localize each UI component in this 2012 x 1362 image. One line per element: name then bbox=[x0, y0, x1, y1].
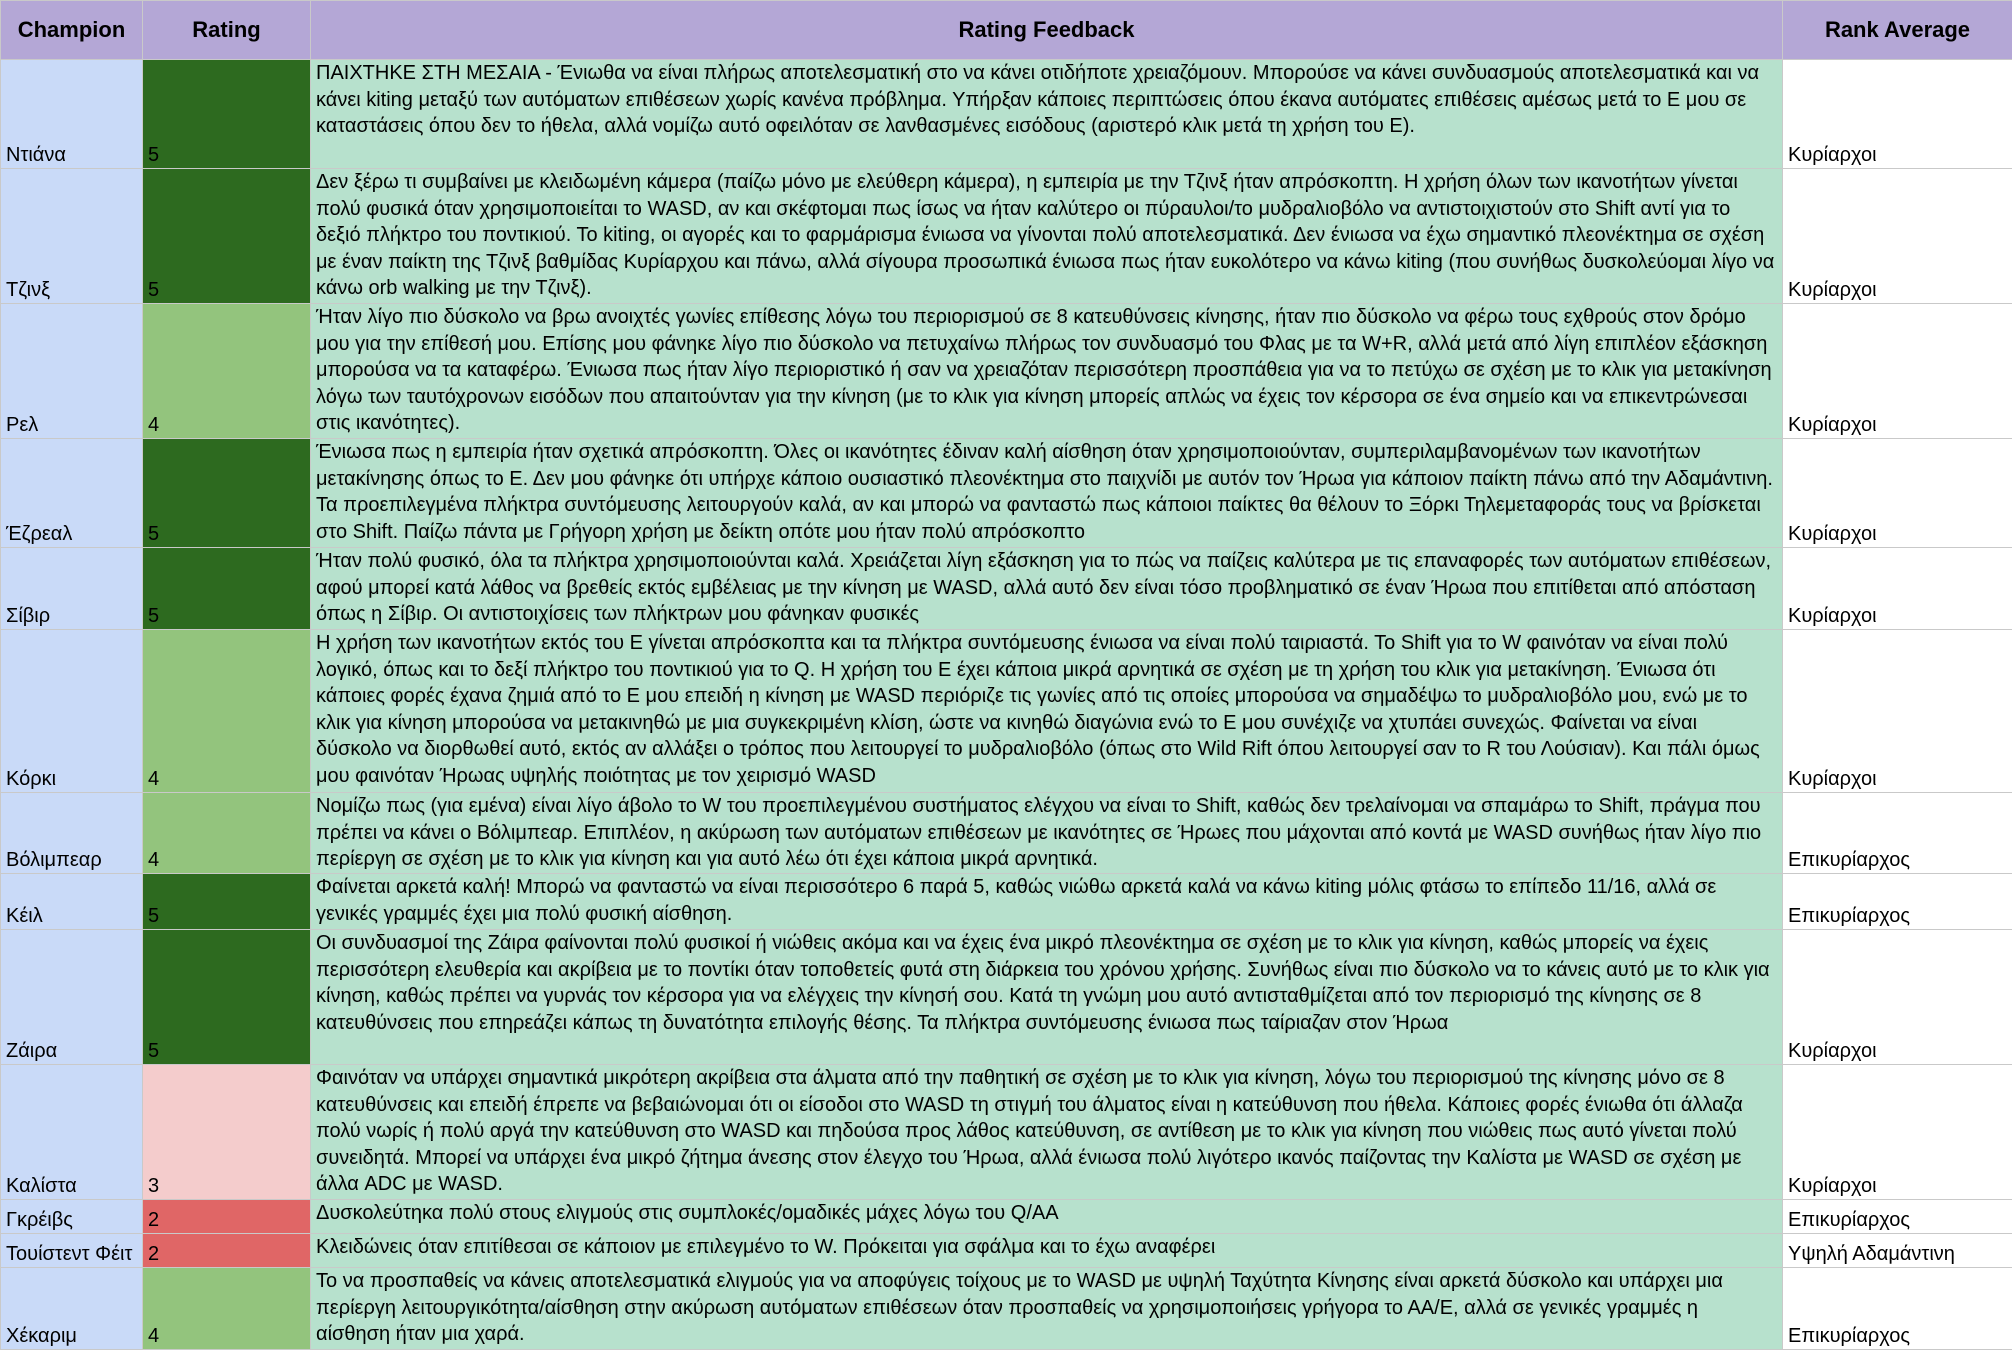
header-rating[interactable]: Rating bbox=[143, 1, 311, 60]
feedback-cell[interactable]: Ήταν πολύ φυσικό, όλα τα πλήκτρα χρησιμοποιούνται καλά. Χρειάζεται λίγη εξάσκηση για το πώς να παίζεις καλύτερα με τις επαναφορές των αυτόματων επιθέσεων, αφού μπορεί κατά λάθος να βρεθείς εκτός εμβέλειας με την κίνηση με WASD, αλλά αυτό δεν είναι τόσο προβληματικό σε έναν Ήρωα που επιτίθεται από απόσταση όπως η Σίβιρ. Οι αντιστοιχίσεις των πλήκτρων μου φάνηκαν φυσικές bbox=[311, 548, 1783, 630]
champion-cell[interactable]: Βόλιμπεαρ bbox=[1, 793, 143, 874]
table-row bbox=[1, 548, 2012, 630]
feedback-cell[interactable]: Δεν ξέρω τι συμβαίνει με κλειδωμένη κάμερα (παίζω μόνο με ελεύθερη κάμερα), η εμπειρία με την Τζινξ ήταν απρόσκοπτη. Η χρήση όλων των ικανοτήτων γίνεται πολύ φυσικά όταν χρησιμοποιείται το WASD, αν και σκέφτομαι πως ίσως να ήταν καλύτερο οι πύραυλοι/το μυδραλιοβόλο να αντιστοιχιστούν στο Shift αντί για το δεξιό πλήκτρο του ποντικιού. Το kiting, οι αγορές και το φαρμάρισμα ένιωσα να γίνονται πολύ αποτελεσματικά. Δεν ένιωσα να έχω σημαντικό πλεονέκτημα σε σχέση με έναν παίκτη της Τζινξ βαθμίδας Κυρίαρχου και πάνω, αλλά σίγουρα προσωπικά ένιωσα πως ήταν ευκολότερο να κάνω kiting (που συνήθως δυσκολεύομαι λίγο να κάνω orb walking με την Τζινξ). bbox=[311, 169, 1783, 304]
rating-cell[interactable]: 4 bbox=[143, 1268, 311, 1350]
rank-average-cell[interactable]: Κυρίαρχοι bbox=[1783, 930, 2012, 1065]
rating-cell[interactable]: 2 bbox=[143, 1234, 311, 1268]
rating-cell[interactable]: 4 bbox=[143, 793, 311, 874]
rank-average-cell[interactable]: Υψηλή Αδαμάντινη bbox=[1783, 1234, 2012, 1268]
rating-cell[interactable]: 2 bbox=[143, 1200, 311, 1234]
table-row bbox=[1, 630, 2012, 793]
champion-cell[interactable]: Ρελ bbox=[1, 304, 143, 439]
table-row bbox=[1, 874, 2012, 930]
rating-cell[interactable]: 5 bbox=[143, 930, 311, 1065]
feedback-cell[interactable]: Κλειδώνεις όταν επιτίθεσαι σε κάποιον με επιλεγμένο το W. Πρόκειται για σφάλμα και το έχω αναφέρει bbox=[311, 1234, 1783, 1268]
feedback-cell[interactable]: Φαινόταν να υπάρχει σημαντικά μικρότερη ακρίβεια στα άλματα από την παθητική σε σχέση με το κλικ για κίνηση, λόγω του περιορισμού της κίνησης μόνο σε 8 κατευθύνσεις και επειδή έπρεπε να βεβαιώνομαι ότι οι είσοδοι στο WASD τη στιγμή του άλματος είναι η κατεύθυνση που ήθελα. Κάποιες φορές ένιωθα ότι άλλαζα πολύ νωρίς ή πολύ αργά την κατεύθυνση στο WASD και πηδούσα προς λάθος κατεύθυνση, σε αντίθεση με το κλικ για κίνηση που νιώθεις πως αυτό γίνεται πολύ συνειδητά. Μπορεί να υπάρχει ένα μικρό ζήτημα άνεσης στον έλεγχο του Ήρωα, αλλά ένιωσα πολύ λιγότερο ικανός παίζοντας την Καλίστα με WASD σε σχέση με άλλα ADC με WASD. bbox=[311, 1065, 1783, 1200]
champion-cell[interactable]: Καλίστα bbox=[1, 1065, 143, 1200]
table-row bbox=[1, 1200, 2012, 1234]
header-feedback[interactable]: Rating Feedback bbox=[311, 1, 1783, 60]
rating-cell[interactable]: 5 bbox=[143, 548, 311, 630]
table-row bbox=[1, 439, 2012, 548]
rating-cell[interactable]: 5 bbox=[143, 874, 311, 930]
table-row bbox=[1, 304, 2012, 439]
rank-average-cell[interactable]: Κυρίαρχοι bbox=[1783, 60, 2012, 169]
header-champion[interactable]: Champion bbox=[1, 1, 143, 60]
champion-cell[interactable]: Έζρεαλ bbox=[1, 439, 143, 548]
table-row bbox=[1, 60, 2012, 169]
feedback-cell[interactable]: Ήταν λίγο πιο δύσκολο να βρω ανοιχτές γωνίες επίθεσης λόγω του περιορισμού σε 8 κατευθύνσεις κίνησης, ήταν πιο δύσκολο να φέρω τους εχθρούς στον δρόμο μου για την επίθεσή μου. Επίσης μου φάνηκε λίγο πιο δύσκολο να πετυχαίνω πλήρως τον συνδυασμό του Φλας με τα W+R, αλλά μετά από λίγη επιπλέον εξάσκηση μπορούσα να τα καταφέρω. Ένιωσα πως ήταν λίγο περιοριστικό ή σαν να χρειαζόταν περισσότερη προσπάθεια για να το πετύχω σε σχέση με το κλικ για μετακίνηση λόγω των ταυτόχρονων εισόδων που απαιτούνταν για την κίνηση (με το κλικ για κίνηση μπορείς απλώς να έχεις τον κέρσορα σε ένα σημείο και να επικεντρώνεσαι στις ικανότητες). bbox=[311, 304, 1783, 439]
table-row bbox=[1, 169, 2012, 304]
feedback-cell[interactable]: Ένιωσα πως η εμπειρία ήταν σχετικά απρόσκοπτη. Όλες οι ικανότητες έδιναν καλή αίσθηση όταν χρησιμοποιούνταν, συμπεριλαμβανομένων των ικανοτήτων μετακίνησης όπως το Ε. Δεν μου φάνηκε ότι υπήρχε κάποιο ουσιαστικό πλεονέκτημα στο παιχνίδι με αυτόν τον Ήρωα για κάποιον παίκτη πάνω από την Αδαμάντινη. Τα προεπιλεγμένα πλήκτρα συντόμευσης λειτουργούν καλά, αν και μπορώ να φανταστώ πως κάποιοι παίκτες θα θέλουν το Ξόρκι Τηλεμεταφοράς τους να βρίσκεται στο Shift. Παίζω πάντα με Γρήγορη χρήση με δείκτη οπότε μου ήταν πολύ απρόσκοπτο bbox=[311, 439, 1783, 548]
table-row bbox=[1, 1268, 2012, 1350]
header-rank-average[interactable]: Rank Average bbox=[1783, 1, 2012, 60]
feedback-cell[interactable]: Δυσκολεύτηκα πολύ στους ελιγμούς στις συμπλοκές/ομαδικές μάχες λόγω του Q/AA bbox=[311, 1200, 1783, 1234]
feedback-cell[interactable]: ΠΑΙΧΤΗΚΕ ΣΤΗ ΜΕΣΑΙΑ - Ένιωθα να είναι πλήρως αποτελεσματική στο να κάνει οτιδήποτε χρειαζόμουν. Μπορούσε να κάνει συνδυασμούς αποτελεσματικά και να κάνει kiting μεταξύ των αυτόματων επιθέσεων χωρίς κανένα πρόβλημα. Υπήρξαν κάποιες περιπτώσεις όπου έκανα αυτόματες επιθέσεις αμέσως μετά το Ε μου σε καταστάσεις όπου δεν το ήθελα, αλλά νομίζω αυτό οφειλόταν σε λανθασμένες εισόδους (αριστερό κλικ μετά τη χρήση του Ε). bbox=[311, 60, 1783, 169]
champion-cell[interactable]: Τζινξ bbox=[1, 169, 143, 304]
feedback-cell[interactable]: Οι συνδυασμοί της Ζάιρα φαίνονται πολύ φυσικοί ή νιώθεις ακόμα και να έχεις ένα μικρό πλεονέκτημα σε σχέση με το κλικ για κίνηση, καθώς μπορείς να έχεις περισσότερη ελευθερία και ακρίβεια με το ποντίκι όταν τοποθετείς φυτά στη διάρκεια του χρόνου χρήσης. Συνήθως είναι πιο δύσκολο να το κάνεις αυτό με το κλικ για κίνηση, καθώς πρέπει να γυρνάς τον κέρσορα για να ελέγχεις την κίνησή σου. Κατά τη γνώμη μου αυτό αντισταθμίζεται από τον περιορισμό της κίνησης σε 8 κατευθύνσεις που επηρεάζει κάπως τη δυνατότητα επιλογής θέσης. Τα πλήκτρα συντόμευσης ένιωσα πως ταίριαζαν στον Ήρωα bbox=[311, 930, 1783, 1065]
table-row bbox=[1, 1234, 2012, 1268]
rank-average-cell[interactable]: Κυρίαρχοι bbox=[1783, 630, 2012, 793]
rank-average-cell[interactable]: Επικυρίαρχος bbox=[1783, 1200, 2012, 1234]
rank-average-cell[interactable]: Κυρίαρχοι bbox=[1783, 439, 2012, 548]
rank-average-cell[interactable]: Κυρίαρχοι bbox=[1783, 1065, 2012, 1200]
feedback-cell[interactable]: Η χρήση των ικανοτήτων εκτός του Ε γίνεται απρόσκοπτα και τα πλήκτρα συντόμευσης ένιωσα να είναι πολύ ταιριαστά. Το Shift για το W φαινόταν να είναι πολύ λογικό, όπως και το δεξί πλήκτρο του ποντικιού για το Q. Η χρήση του Ε έχει κάποια μικρά αρνητικά σε σχέση με τη χρήση του κλικ για μετακίνηση. Ένιωσα ότι κάποιες φορές έχανα ζημιά από το Ε μου επειδή η κίνηση με WASD περιόριζε τις γωνίες από τις οποίες μπορούσα να σημαδέψω το μυδραλιοβόλο μου, ενώ με το κλικ για κίνηση μπορούσα να μετακινηθώ με μια συγκεκριμένη κλίση, ώστε να κινηθώ διαγώνια ενώ το Ε μου συνέχιζε να χτυπάει συνεχώς. Φαίνεται να είναι δύσκολο να διορθωθεί αυτό, εκτός αν αλλάξει ο τρόπος που λειτουργεί το μυδραλιοβόλο (όπως στο Wild Rift όπου λειτουργεί σαν το R του Λούσιαν). Και πάλι όμως μου φαινόταν Ήρωας υψηλής ποιότητας με τον χειρισμό WASD bbox=[311, 630, 1783, 793]
rating-cell[interactable]: 4 bbox=[143, 630, 311, 793]
rank-average-cell[interactable]: Κυρίαρχοι bbox=[1783, 548, 2012, 630]
rank-average-cell[interactable]: Επικυρίαρχος bbox=[1783, 1268, 2012, 1350]
feedback-cell[interactable]: Νομίζω πως (για εμένα) είναι λίγο άβολο το W του προεπιλεγμένου συστήματος ελέγχου να είναι το Shift, καθώς δεν τρελαίνομαι να σπαμάρω το Shift, πράγμα που πρέπει να κάνει ο Βόλιμπεαρ. Επιπλέον, η ακύρωση των αυτόματων επιθέσεων με ικανότητες σε Ήρωες που μάχονται από κοντά με WASD συνήθως ήταν λίγο πιο περίεργη σε σχέση με το κλικ για κίνηση και για αυτό λέω ότι έχει κάποια μικρά αρνητικά. bbox=[311, 793, 1783, 874]
rank-average-cell[interactable]: Κυρίαρχοι bbox=[1783, 304, 2012, 439]
champion-cell[interactable]: Κέιλ bbox=[1, 874, 143, 930]
table-row bbox=[1, 1065, 2012, 1200]
rank-average-cell[interactable]: Επικυρίαρχος bbox=[1783, 793, 2012, 874]
rating-cell[interactable]: 5 bbox=[143, 60, 311, 169]
champion-cell[interactable]: Κόρκι bbox=[1, 630, 143, 793]
champion-cell[interactable]: Τουίστεντ Φέιτ bbox=[1, 1234, 143, 1268]
feedback-cell[interactable]: Φαίνεται αρκετά καλή! Μπορώ να φανταστώ να είναι περισσότερο 6 παρά 5, καθώς νιώθω αρκετά καλά να κάνω kiting μόλις φτάσω το επίπεδο 11/16, αλλά σε γενικές γραμμές έχει μια πολύ φυσική αίσθηση. bbox=[311, 874, 1783, 930]
champion-cell[interactable]: Χέκαριμ bbox=[1, 1268, 143, 1350]
table-row bbox=[1, 793, 2012, 874]
champion-cell[interactable]: Σίβιρ bbox=[1, 548, 143, 630]
champion-cell[interactable]: Γκρέιβς bbox=[1, 1200, 143, 1234]
rating-cell[interactable]: 5 bbox=[143, 439, 311, 548]
rating-cell[interactable]: 3 bbox=[143, 1065, 311, 1200]
rating-cell[interactable]: 4 bbox=[143, 304, 311, 439]
feedback-cell[interactable]: Το να προσπαθείς να κάνεις αποτελεσματικά ελιγμούς για να αποφύγεις τοίχους με το WASD με υψηλή Ταχύτητα Κίνησης είναι αρκετά δύσκολο και υπάρχει μια περίεργη λειτουργικότητα/αίσθηση στην ακύρωση αυτόματων επιθέσεων όταν προσπαθείς να χρησιμοποιήσεις γρήγορα το ΑΑ/Ε, αλλά σε γενικές γραμμές η αίσθηση ήταν μια χαρά. bbox=[311, 1268, 1783, 1350]
table-row bbox=[1, 930, 2012, 1065]
header-row bbox=[1, 1, 2012, 60]
champion-cell[interactable]: Ντιάνα bbox=[1, 60, 143, 169]
rating-cell[interactable]: 5 bbox=[143, 169, 311, 304]
rank-average-cell[interactable]: Κυρίαρχοι bbox=[1783, 169, 2012, 304]
rank-average-cell[interactable]: Επικυρίαρχος bbox=[1783, 874, 2012, 930]
champion-cell[interactable]: Ζάιρα bbox=[1, 930, 143, 1065]
